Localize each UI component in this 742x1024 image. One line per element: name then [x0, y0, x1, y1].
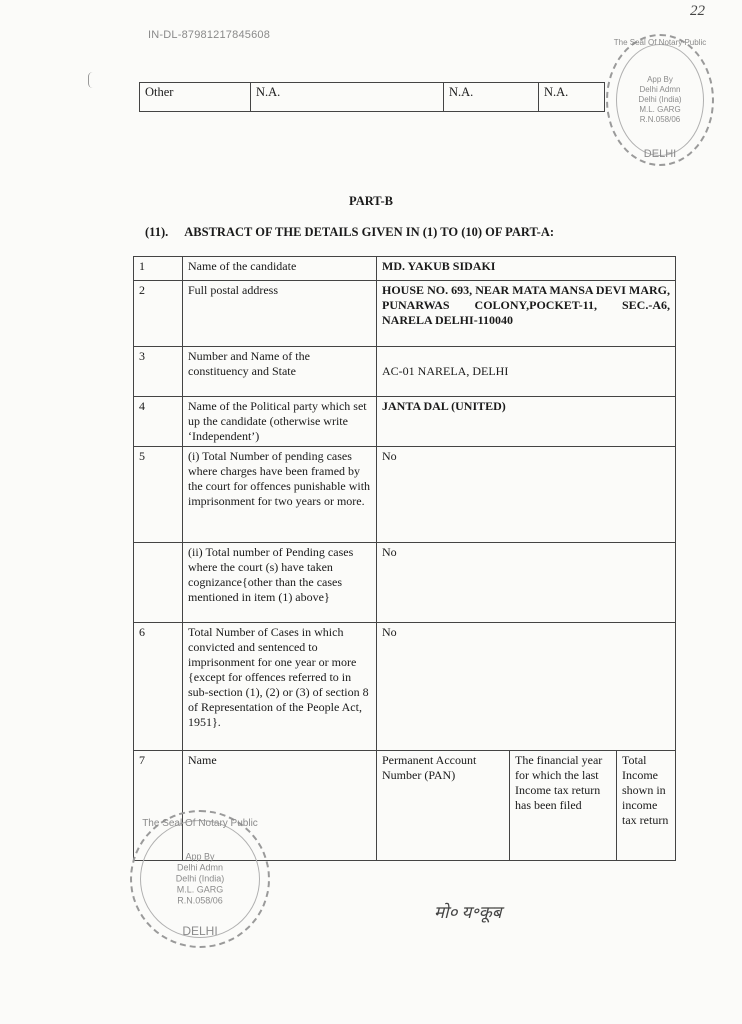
financial-year-header: The financial year for which the last Income tax return has been filed: [510, 751, 617, 861]
table-row: [134, 447, 676, 543]
pan-header: Permanent Account Number (PAN): [377, 751, 510, 861]
row-label: Name of the Political party which set up the candidate (otherwise write ‘Independent’): [183, 397, 377, 447]
abstract-heading: [145, 225, 554, 240]
pending-cases-value: No: [377, 447, 676, 543]
seal-line: Delhi (India): [175, 873, 225, 884]
table-row: [134, 623, 676, 751]
top-table: [139, 82, 605, 112]
row-number: 1: [134, 257, 183, 281]
row-number: 2: [134, 281, 183, 347]
row-number-empty: [134, 543, 183, 623]
seal-line: M.L. GARG: [639, 105, 681, 114]
table-row: [134, 543, 676, 623]
table-cell: N.A.: [444, 83, 539, 112]
row-label: Total Number of Cases in which convicted and sentenced to imprisonment for one year or more {except for offences referred to in sub-section (1), (2) or (3) of section 8 of Representation of the People Act, 1951}.: [183, 623, 377, 751]
row-number: 7: [134, 751, 183, 861]
seal-line: R.N.058/06: [177, 895, 223, 906]
seal-line: App By: [647, 75, 673, 84]
constituency-value: AC-01 NARELA, DELHI: [377, 347, 676, 397]
seal-title: The Seal Of Notary Public: [613, 38, 707, 47]
table-row: [134, 347, 676, 397]
table-row: [134, 397, 676, 447]
row-label: Name of the candidate: [183, 257, 377, 281]
row-label: (i) Total Number of pending cases where charges have been framed by the court for offences punishable with imprisonment for two years or more.: [183, 447, 377, 543]
seal-city: DELHI: [643, 148, 677, 160]
seal-line: App By: [185, 851, 215, 862]
total-income-header: Total Income shown in income tax return: [617, 751, 676, 861]
abstract-title: ABSTRACT OF THE DETAILS GIVEN IN (1) TO (10) OF PART-A:: [184, 225, 555, 239]
table-row: [134, 257, 676, 281]
part-title: PART-B: [348, 194, 393, 208]
page-mark: 22: [690, 3, 705, 19]
seal-line: R.N.058/06: [639, 115, 681, 124]
seal-line: Delhi (India): [638, 95, 682, 104]
table-cell: N.A.: [251, 83, 444, 112]
row-label: Full postal address: [183, 281, 377, 347]
seal-line: Delhi Admn: [639, 85, 681, 94]
signature: मो० य॰कूब: [434, 903, 502, 922]
notary-seal-top: [606, 34, 714, 166]
seal-line: M.L. GARG: [176, 884, 224, 895]
table-cell: N.A.: [539, 83, 605, 112]
row-label: (ii) Total number of Pending cases where the court (s) have taken cognizance{other than the cases mentioned in item (1) above}: [183, 543, 377, 623]
seal-title: The Seal Of Notary Public: [142, 818, 258, 829]
notary-seal-bottom: [130, 810, 270, 948]
table-row: [140, 83, 605, 112]
row-number: 5: [134, 447, 183, 543]
seal-city: DELHI: [182, 924, 218, 938]
seal-line: Delhi Admn: [176, 862, 224, 873]
margin-mark: [88, 72, 97, 88]
candidate-name: MD. YAKUB SIDAKI: [377, 257, 676, 281]
row-label: Name: [183, 751, 377, 861]
row-number: 3: [134, 347, 183, 397]
postal-address: HOUSE NO. 693, NEAR MATA MANSA DEVI MARG, PUNARWAS COLONY,POCKET-11, SEC.-A6, NARELA DELHI-110040: [377, 281, 676, 347]
convicted-cases-value: No: [377, 623, 676, 751]
row-number: 6: [134, 623, 183, 751]
cognizance-cases-value: No: [377, 543, 676, 623]
stamp-number: IN-DL-87981217845608: [148, 29, 271, 41]
abstract-number: (11).: [145, 225, 169, 239]
party-value: JANTA DAL (UNITED): [377, 397, 676, 447]
table-cell: Other: [140, 83, 251, 112]
table-row: [134, 281, 676, 347]
abstract-table: [133, 256, 676, 861]
row-number: 4: [134, 397, 183, 447]
row-label: Number and Name of the constituency and State: [183, 347, 377, 397]
